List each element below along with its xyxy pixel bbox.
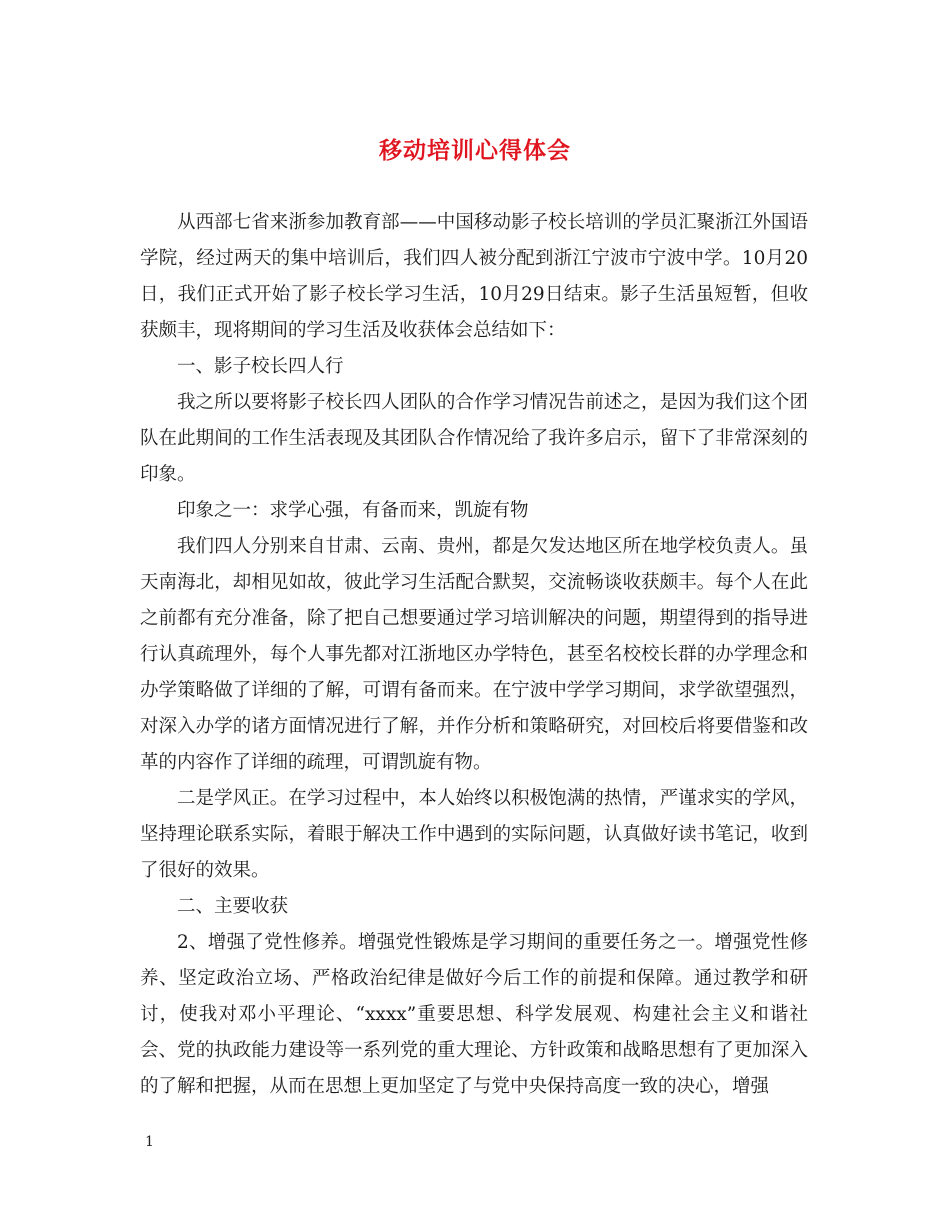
paragraph-party-spirit: 2、增强了党性修养。增强党性锻炼是学习期间的重要任务之一。增强党性修养、坚定政治立场、严格政治纪律是做好今后工作的前提和保障。通过教学和研讨，使我对邓小平理论、“xxxx”重要思想、科学发展观、构建社会主义和谐社会、党的执政能力建设等一系列党的重大理论、方针政策和战略思想有了更加深入的了解和把握，从而在思想上更加坚定了与党中央保持高度一致的决心，增强 — [140, 932, 808, 1097]
paragraph-team: 我之所以要将影子校长四人团队的合作学习情况告前述之，是因为我们这个团队在此期间的工作生活表现及其团队合作情况给了我许多启示，留下了非常深刻的印象。 — [140, 392, 808, 485]
section-heading-2: 二、主要收获 — [177, 896, 289, 917]
document-title: 移动培训心得体会 — [379, 137, 571, 164]
paragraph-impression-1: 我们四人分别来自甘肃、云南、贵州，都是欠发达地区所在地学校负责人。虽天南海北，却相见如故，彼此学习生活配合默契，交流畅谈收获颇丰。每个人在此之前都有充分准备，除了把自己想要通过学习培训解决的问题，期望得到的指导进行认真疏理外，每个人事先都对江浙地区办学特色，甚至名校校长群的办学理念和办学策略做了详细的了解，可谓有备而来。在宁波中学学习期间，求学欲望强烈，对深入办学的诸方面情况进行了解，并作分析和策略研究，对回校后将要借鉴和改革的内容作了详细的疏理，可谓凯旋有物。 — [140, 536, 808, 773]
section-heading-1: 一、影子校长四人行 — [177, 356, 344, 377]
subheading-impression-1: 印象之一：求学心强，有备而来，凯旋有物 — [177, 500, 529, 521]
paragraph-study-style: 二是学风正。在学习过程中，本人始终以积极饱满的热情，严谨求实的学风，坚持理论联系实际，着眼于解决工作中遇到的实际问题，认真做好读书笔记，收到了很好的效果。 — [140, 788, 808, 881]
paragraph-intro: 从西部七省来浙参加教育部——中国移动影子校长培训的学员汇聚浙江外国语学院，经过两天的集中培训后，我们四人被分配到浙江宁波市宁波中学。10月20日，我们正式开始了影子校长学习生活，10月29日结束。影子生活虽短暂，但收获颇丰，现将期间的学习生活及收获体会总结如下： — [140, 212, 808, 341]
page-number: 1 — [145, 1134, 154, 1150]
document-body — [140, 205, 808, 1105]
